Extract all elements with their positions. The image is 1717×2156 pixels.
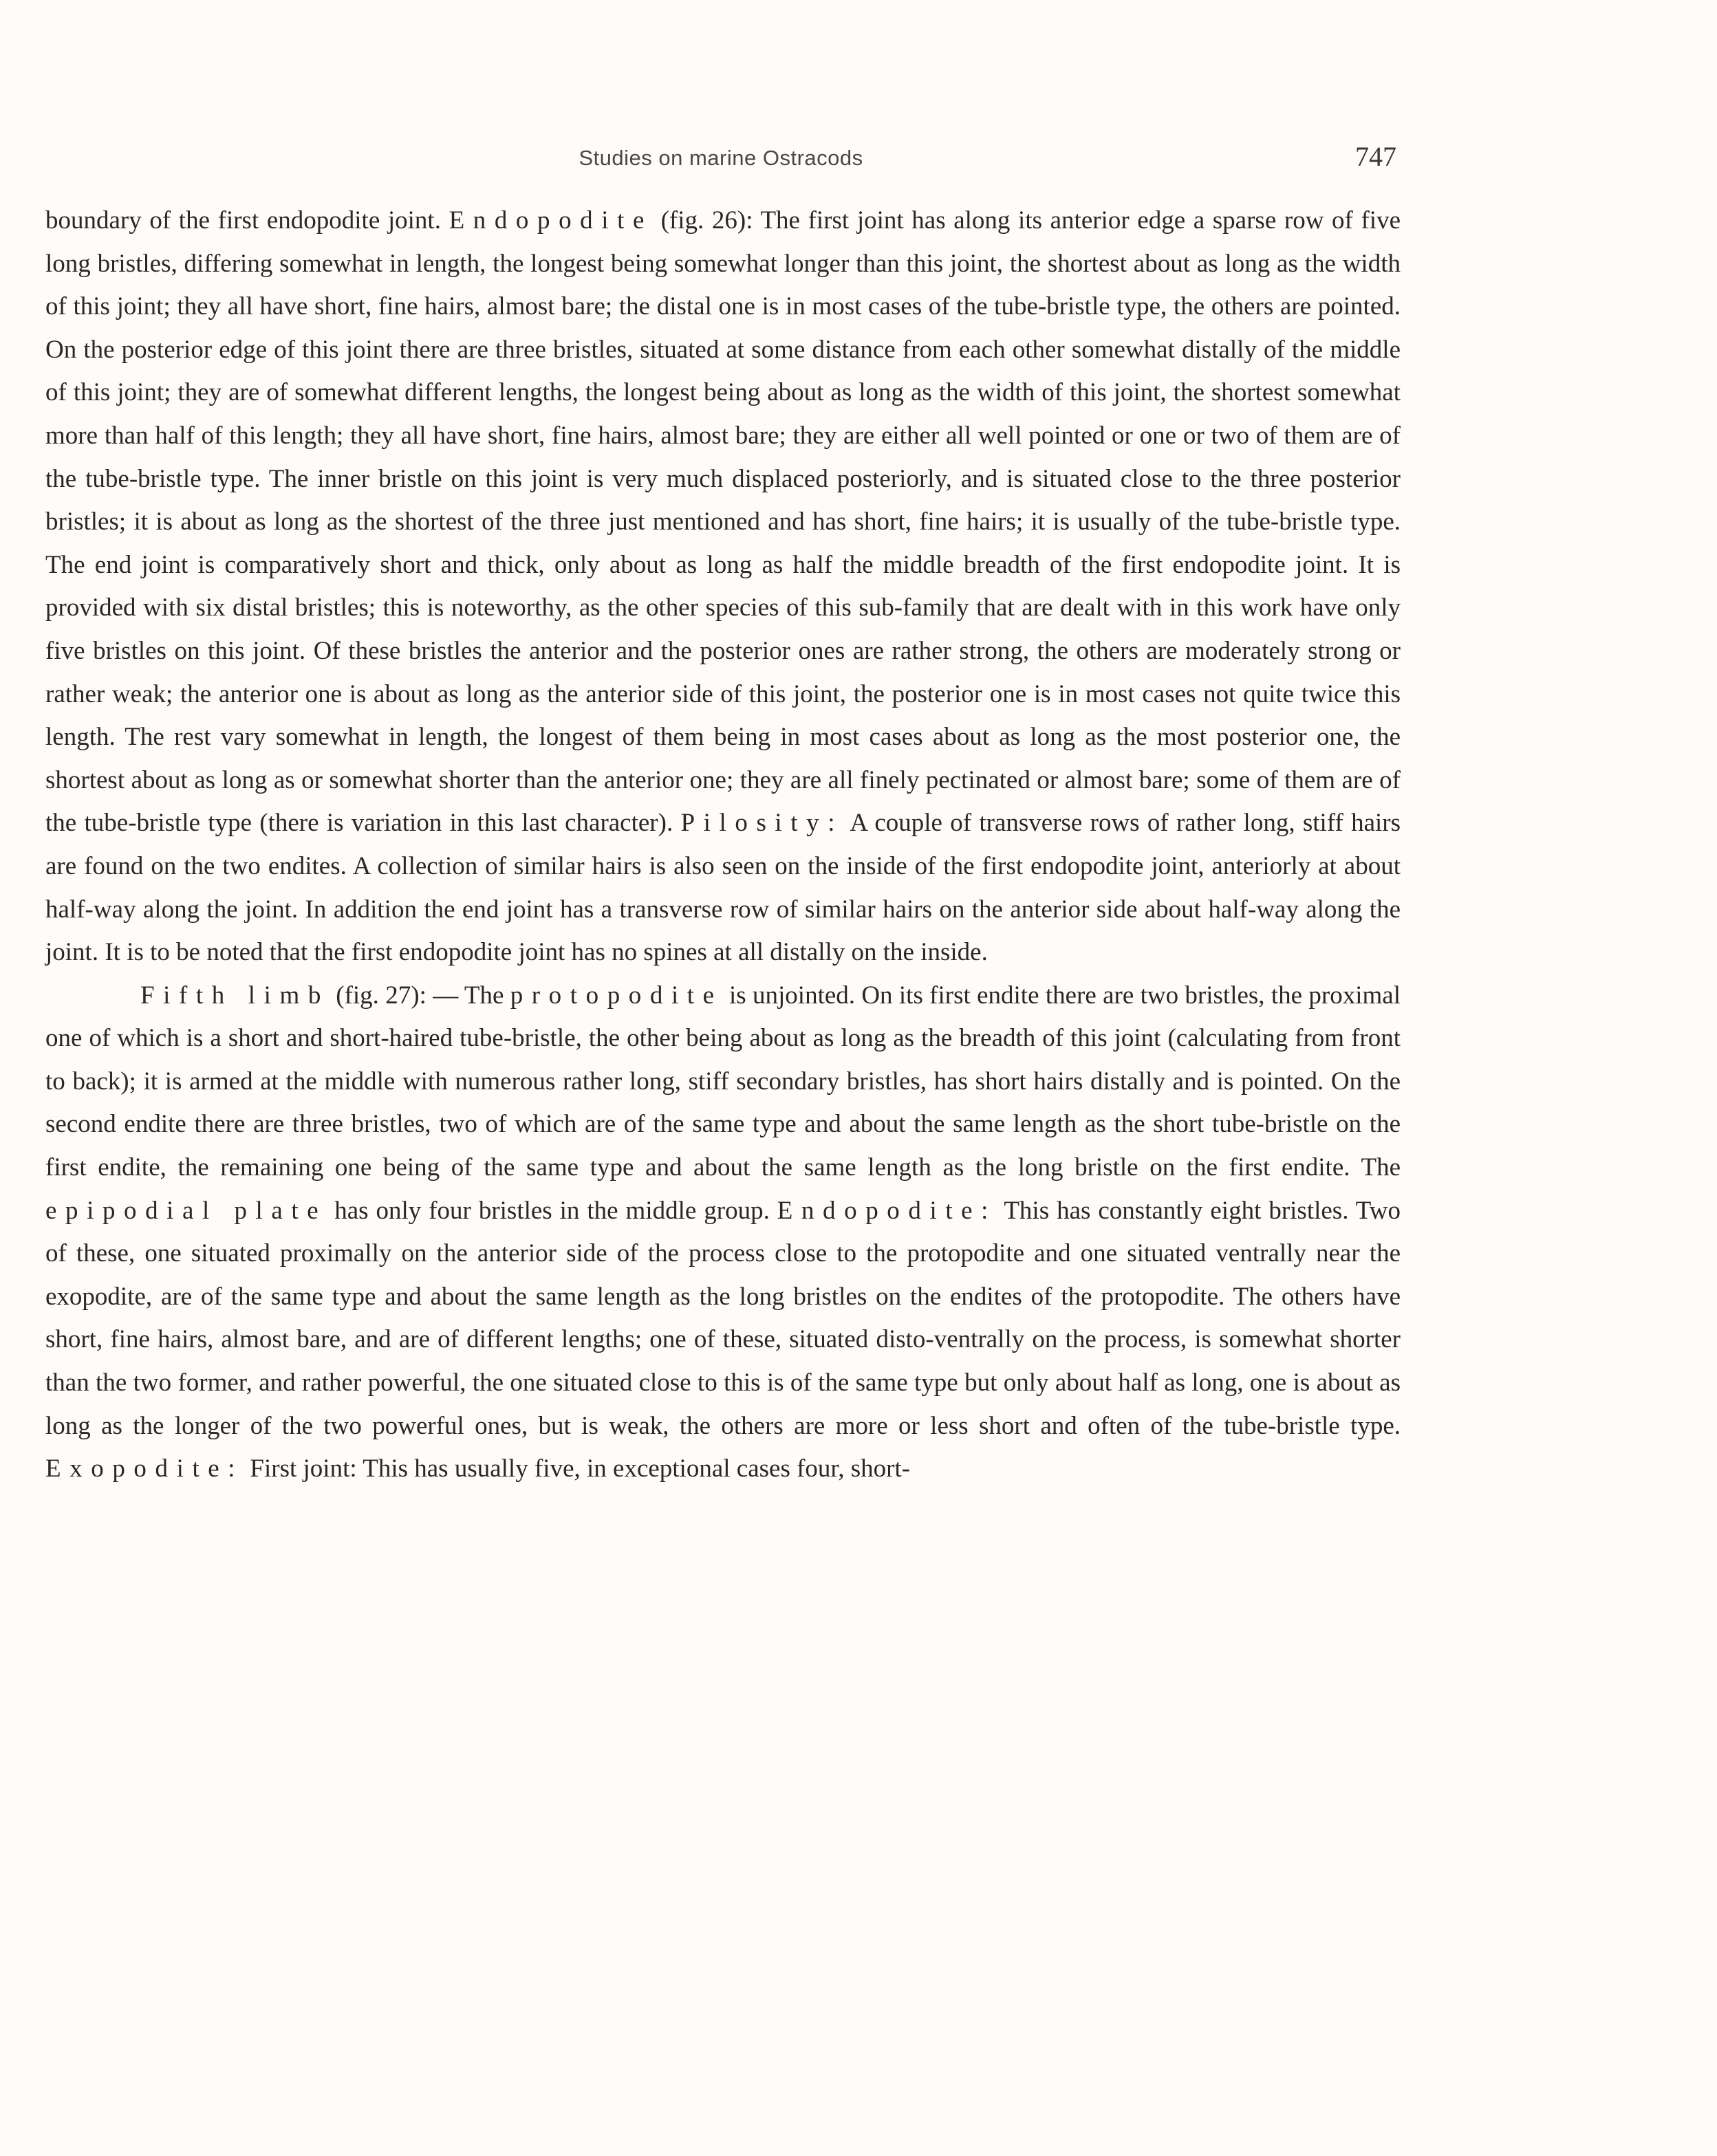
spaced-term-epipodial-plate: epipodial plate [45, 1196, 327, 1225]
paragraph-endopodite [45, 199, 1401, 974]
spaced-term-pilosity: Pilosity: [680, 809, 844, 838]
text-segment: boundary of the first endopodite joint. [45, 206, 449, 235]
spaced-term-fifth-limb: Fifth limb [140, 981, 330, 1010]
text-segment: (fig. 26): The first joint has along its anterior edge a sparse row of five long bristles, differing somewhat in length, the longest being somewhat longer than this joint, the shortest about as long as the width of this joint; they all have short, fine hairs, almost bare; the distal one is in most cases of the tube-bristle type, the others are pointed. On the posterior edge of this joint there are three bristles, situated at some distance from each other somewhat distally of the middle of this joint; they are of somewhat different lengths, the longest being about as long as the width of this joint, the shortest somewhat more than half of this length; they all have short, fine hairs, almost bare; they are either all well pointed or one or two of them are of the tube-bristle type. The inner bristle on this joint is very much displaced posteriorly, and is situated close to the three posterior bristles; it is about as long as the shortest of the three just mentioned and has short, fine hairs; it is usually of the tube-bristle type. The end joint is comparatively short and thick, only about as long as half the middle breadth of the first endopodite joint. It is provided with six distal bristles; this is noteworthy, as the other species of this sub-family that are dealt with in this work have only five bristles on this joint. Of these bristles the anterior and the posterior ones are rather strong, the others are moderately strong or rather weak; the anterior one is about as long as the anterior side of this joint, the posterior one is in most cases not quite twice this length. The rest vary somewhat in length, the longest of them being in most cases about as long as the most posterior one, the shortest about as long as or somewhat shorter than the anterior one; they are all finely pectinated or almost bare; some of them are of the tube-bristle type (there is variation in this last character). [45, 206, 1401, 838]
text-segment: is unjointed. On its first endite there are two bristles, the proximal one of which is a short and short-haired tube-bristle, the other being about as long as the breadth of this joint (calculating from front to back); it is armed at the middle with numerous rather long, stiff secondary bristles, has short hairs distally and is pointed. On the second endite there are three bristles, two of which are of the same type and about the same length as the short tube-bristle on the first endite, the remaining one being of the same type and about the same length as the long bristle on the first endite. The [45, 981, 1401, 1182]
spaced-term-protopodite: protopodite [510, 981, 723, 1010]
running-head [45, 140, 1396, 182]
text-segment: has only four bristles in the middle group. [327, 1196, 777, 1225]
text-segment: (fig. 27): — The [329, 981, 510, 1010]
spaced-term-endopodite-2: Endopodite: [777, 1196, 997, 1225]
body-text [45, 199, 1401, 1491]
spaced-term-endopodite: Endopodite [449, 206, 653, 235]
page-number: 747 [1355, 141, 1396, 172]
text-segment: A couple of transverse rows of rather long, stiff hairs are found on the two endites. A collection of similar hairs is also seen on the inside of the first endopodite joint, anteriorly at about half-way along the joint. In addition the end joint has a transverse row of similar hairs on the anterior side about half-way along the joint. It is to be noted that the first endopodite joint has no spines at all distally on the inside. [45, 809, 1401, 967]
paragraph-fifth-limb [45, 974, 1401, 1491]
text-segment: First joint: This has usually five, in exceptional cases four, short- [244, 1455, 911, 1483]
spaced-term-exopodite: Exopodite: [45, 1455, 244, 1483]
text-segment: This has constantly eight bristles. Two of these, one situated proximally on the anterior side of the process close to the protopodite and one situated ventrally near the exopodite, are of the same type and about the same length as the long bristles on the endites of the protopodite. The others have short, fine hairs, almost bare, and are of different lengths; one of these, situated disto-ventrally on the process, is somewhat shorter than the two former, and rather powerful, the one situated close to this is of the same type but only about half as long, one is about as long as the longer of the two powerful ones, but is weak, the others are more or less short and often of the tube-bristle type. [45, 1196, 1401, 1440]
running-title: Studies on marine Ostracods [579, 146, 863, 170]
